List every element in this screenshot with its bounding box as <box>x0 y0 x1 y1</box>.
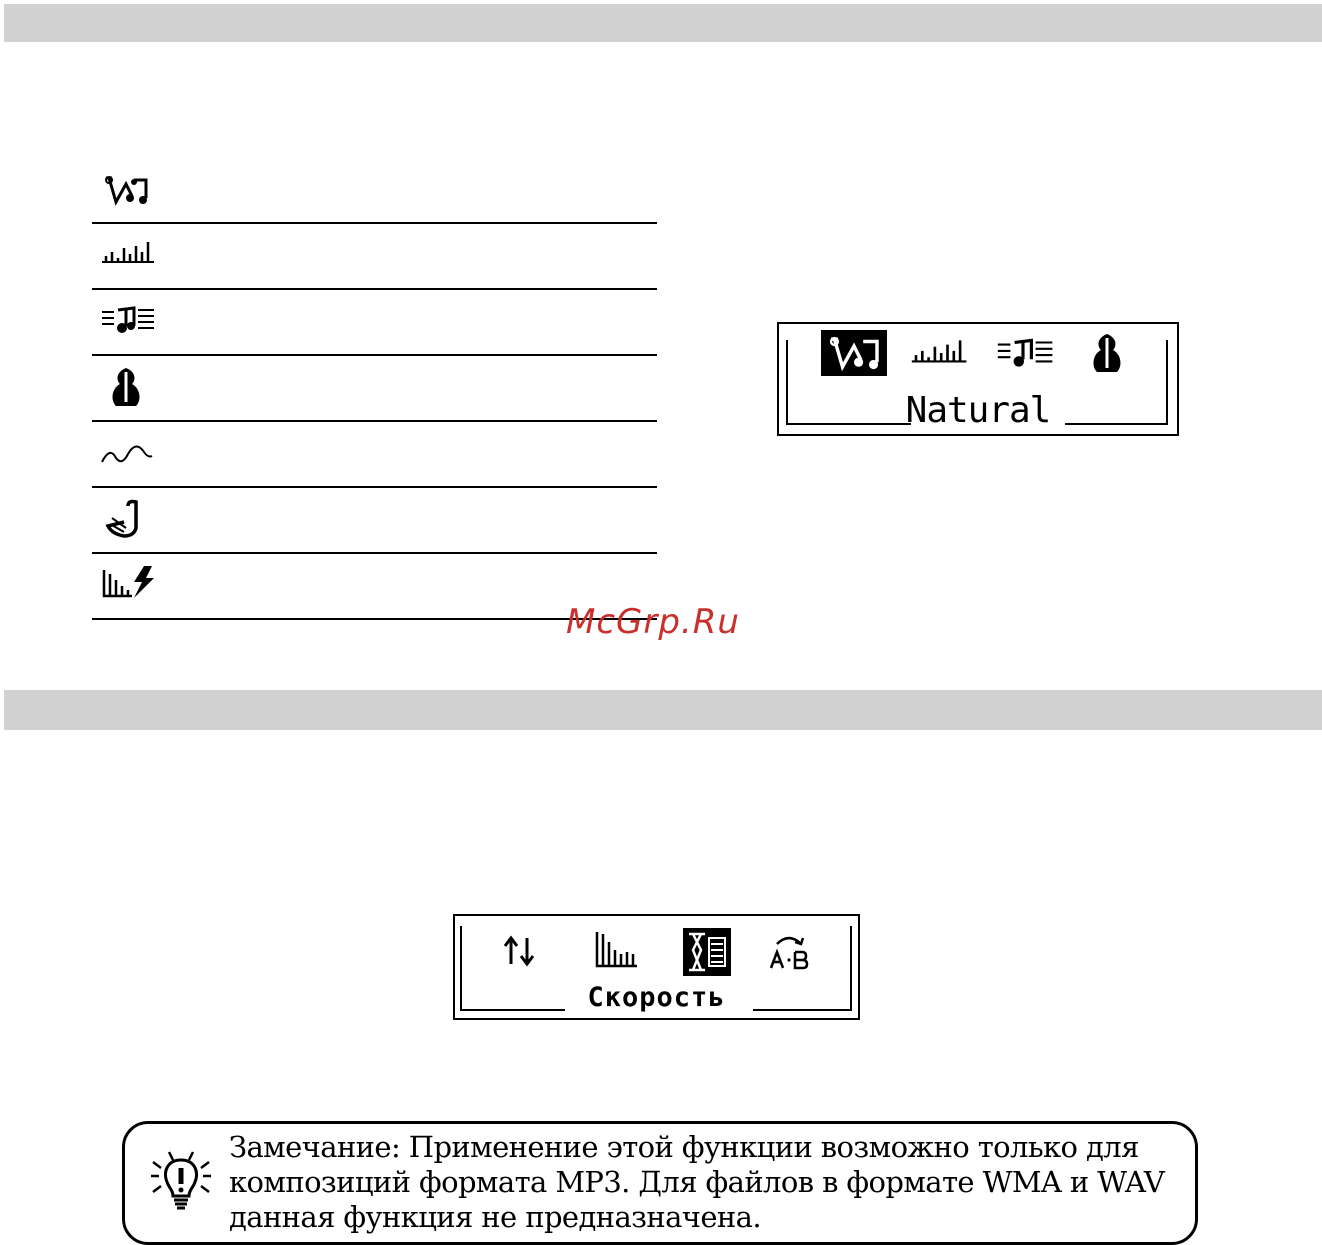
note-box <box>122 1121 1198 1245</box>
soft-eq-icon <box>98 432 154 472</box>
speed-display-preview <box>453 914 860 1020</box>
speed-mode-label: Скорость <box>587 982 726 1013</box>
eq-row-soft <box>92 422 657 488</box>
note-line: данная функция не предназначена. <box>229 1200 761 1234</box>
eq-row-jazz <box>92 488 657 554</box>
equalizer-icon <box>593 930 639 970</box>
speed-icon <box>683 928 731 976</box>
eq-row-classic <box>92 356 657 422</box>
pop-eq-icon <box>993 332 1053 374</box>
natural-eq-icon <box>821 330 887 376</box>
section-header-bar-top <box>4 4 1322 42</box>
note-line: Замечание: Применение этой функции возможно только для <box>229 1130 1139 1164</box>
jazz-eq-icon <box>98 498 154 538</box>
eq-row-natural <box>92 160 657 224</box>
section-header-bar-mid <box>4 690 1322 730</box>
selected-highlight <box>683 928 731 976</box>
selected-highlight <box>821 330 887 376</box>
note-line: композиций формата MP3. Для файлов в формате WMA и WAV <box>229 1165 1165 1199</box>
pop-eq-icon <box>98 300 154 340</box>
ab-repeat-icon <box>767 930 813 972</box>
eq-row-pop <box>92 290 657 356</box>
bass-eq-icon <box>98 564 154 604</box>
eq-display-preview <box>777 322 1179 436</box>
rock-eq-icon <box>907 332 967 374</box>
eq-mode-label: Natural <box>905 390 1051 431</box>
eq-row-rock <box>92 224 657 290</box>
natural-eq-icon <box>98 170 154 210</box>
classic-eq-icon <box>98 366 154 406</box>
note-text <box>229 1130 1164 1235</box>
watermark: McGrp.Ru <box>566 602 740 642</box>
classic-eq-icon <box>1079 330 1135 374</box>
lightbulb-icon <box>141 1142 221 1222</box>
repeat-icon <box>501 934 541 970</box>
rock-eq-icon <box>98 234 154 274</box>
eq-mode-table <box>92 160 657 620</box>
